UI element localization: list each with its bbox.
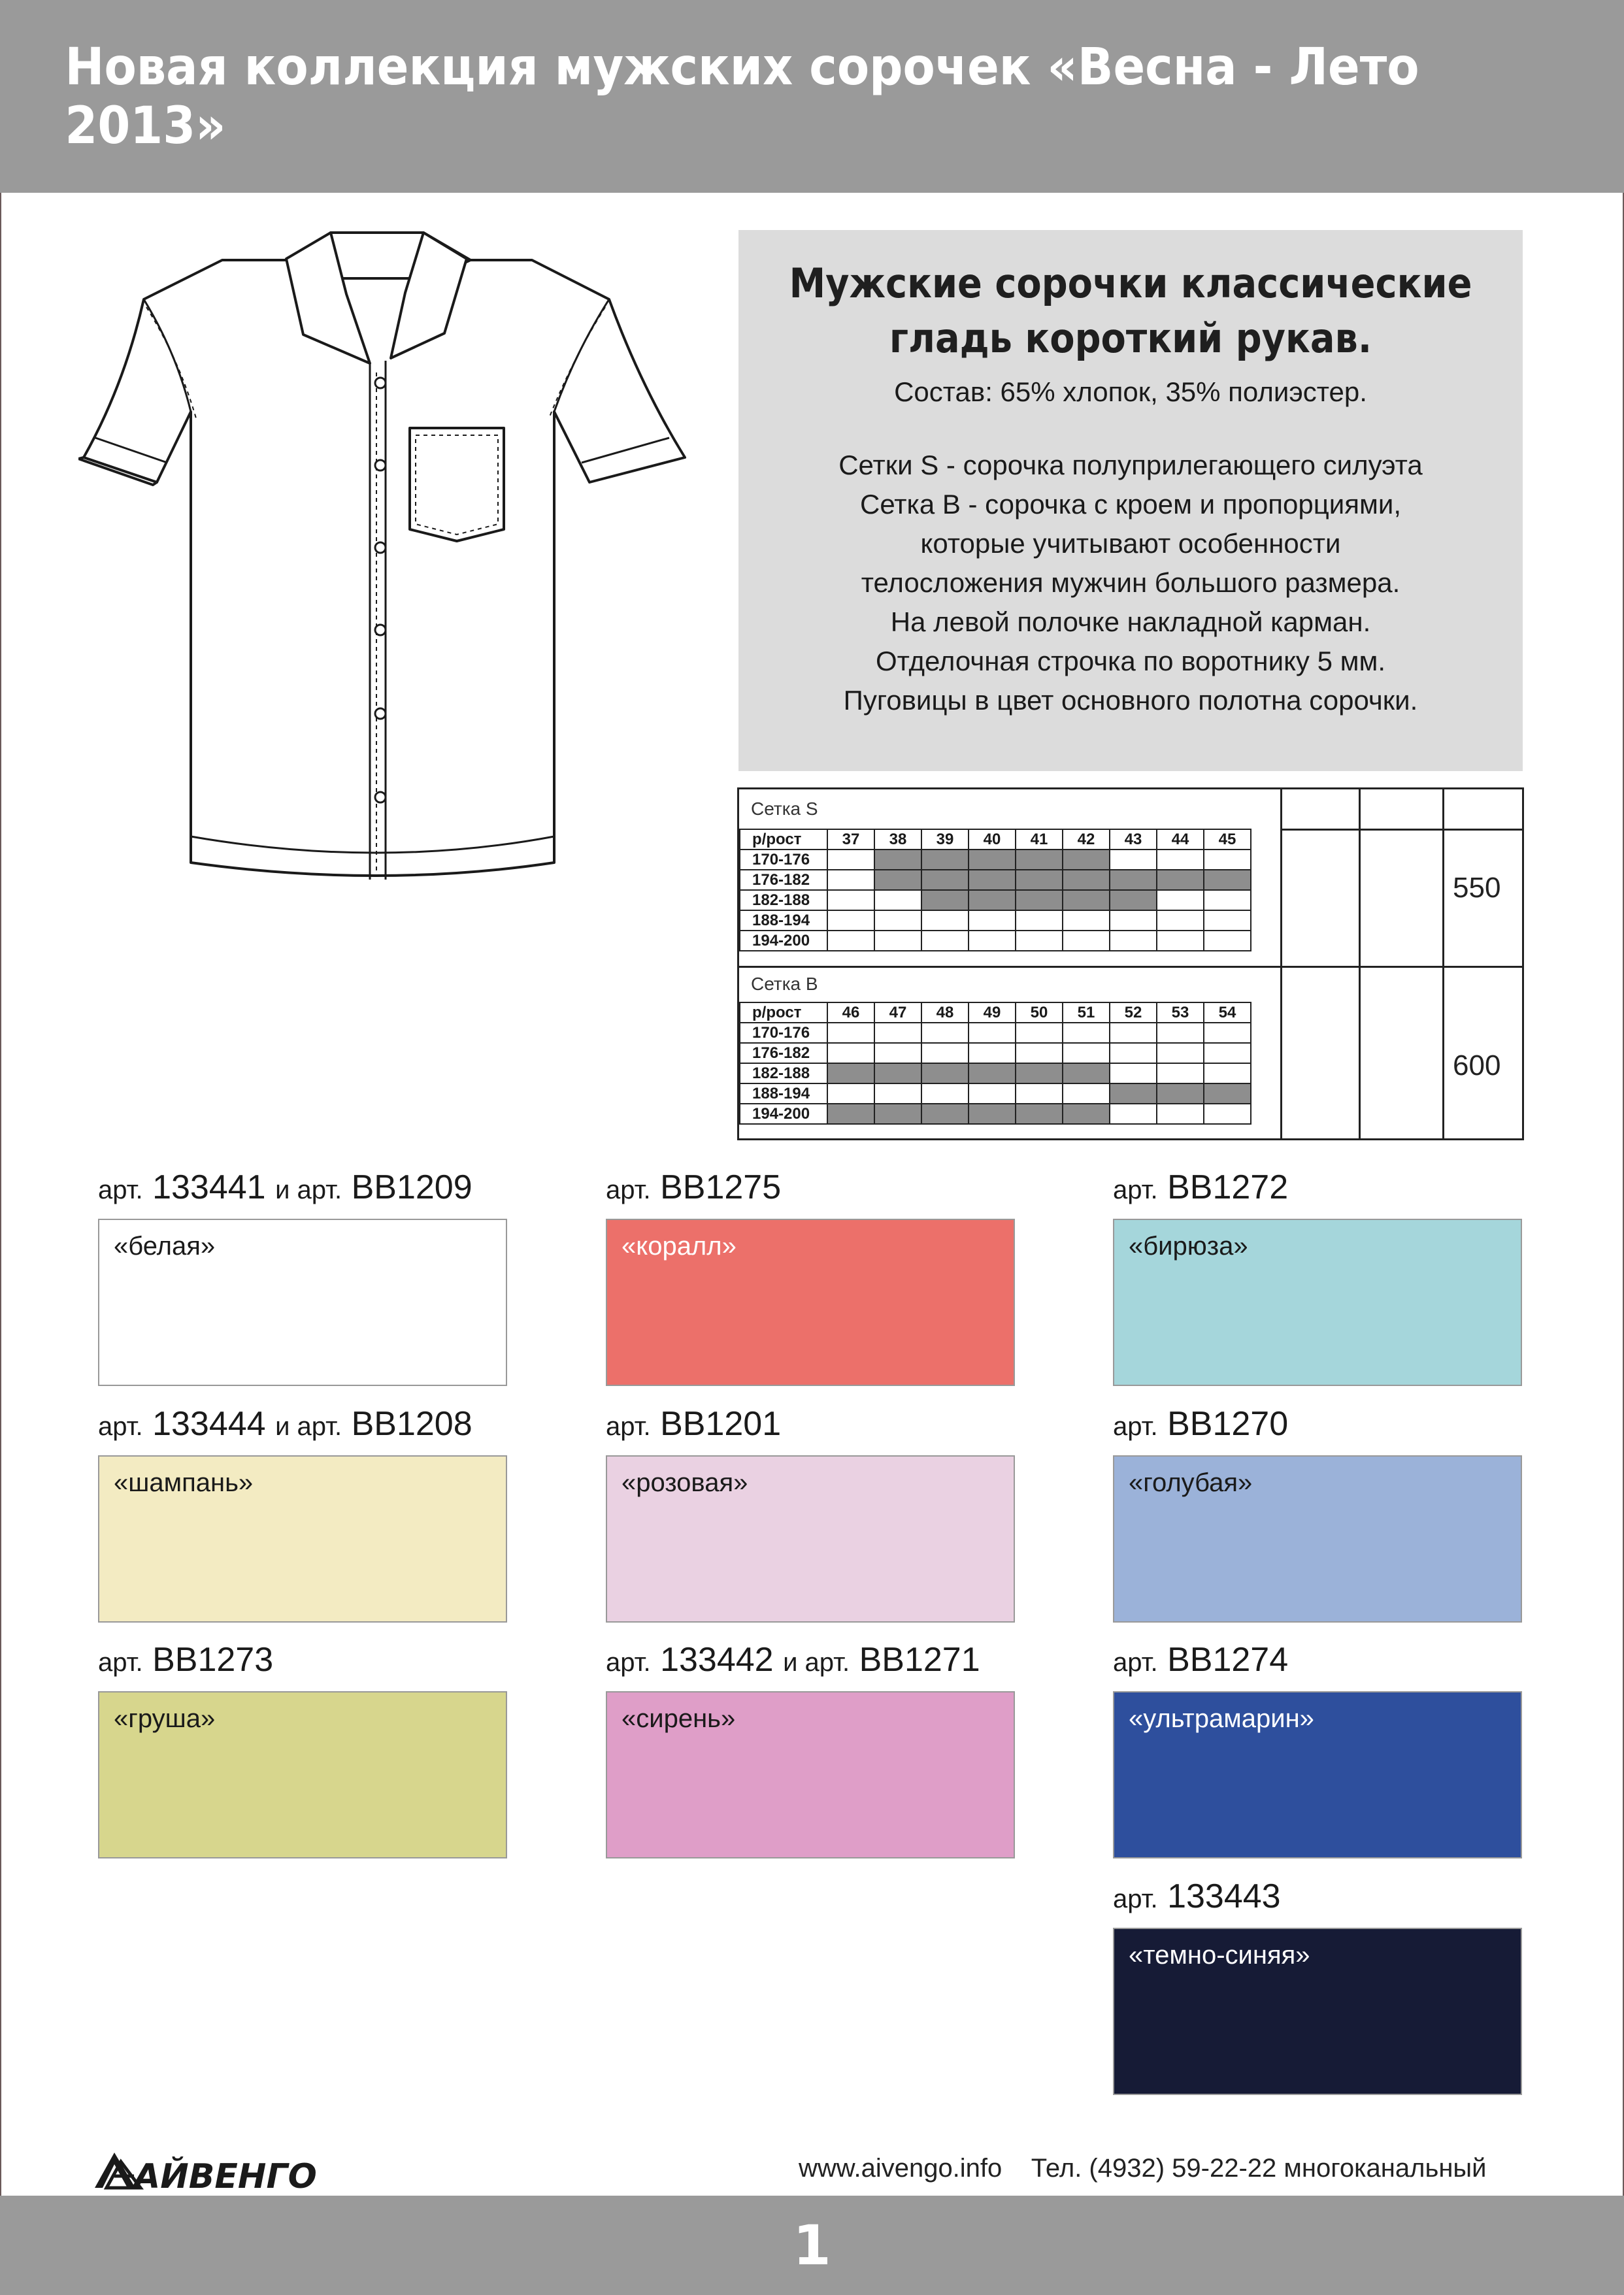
aivengo-logo [95,2150,337,2193]
article-code: 133441 [152,1168,266,1206]
article-label: арт. BB1274 [1113,1641,1289,1679]
empty-cell [1204,1043,1251,1063]
color-name: «белая» [114,1232,216,1261]
empty-cell [1157,890,1204,910]
empty-cell [827,870,874,890]
empty-cell [1204,910,1251,931]
size-row [740,1083,1251,1104]
empty-cell [874,931,921,951]
available-cell [1157,1083,1204,1104]
color-name: «бирюза» [1129,1232,1248,1261]
color-name: «груша» [114,1704,216,1733]
empty-cell [1157,931,1204,951]
height-cell: 194-200 [740,1104,827,1124]
empty-cell [874,1083,921,1104]
color-name: «коралл» [621,1232,737,1261]
empty-cell [921,931,969,951]
color-name: «шампань» [114,1468,254,1497]
article-code: 133444 [152,1405,266,1443]
article-code: 133442 [660,1641,774,1679]
empty-cell [1110,1104,1157,1124]
price-b: 600 [1453,1049,1501,1081]
available-cell [874,850,921,870]
description-line: Сетка B - сорочка с кроем и пропорциями, [859,489,1401,520]
available-cell [827,1104,874,1124]
height-cell: 182-188 [740,1063,827,1083]
height-cell: 176-182 [740,1043,827,1063]
article-code: BB1208 [351,1405,472,1443]
empty-cell [921,1043,969,1063]
page-title: Новая коллекция мужских сорочек «Весна - Лето 2013» [65,37,1419,156]
empty-cell [1110,931,1157,951]
empty-cell [1110,910,1157,931]
article-label: арт. BB1273 [98,1641,274,1679]
size-header-cell: 41 [1016,829,1063,850]
available-cell [921,870,969,890]
size-header-cell: 38 [874,829,921,850]
corner-cell: р/рост [740,1002,827,1023]
empty-cell [1204,850,1251,870]
available-cell [921,1104,969,1124]
article-code: BB1273 [152,1641,274,1679]
empty-cell [1157,910,1204,931]
color-swatch [1113,1928,1522,2095]
color-name: «сирень» [621,1704,736,1733]
color-swatch [606,1691,1015,1858]
height-cell: 170-176 [740,1023,827,1043]
empty-cell [1063,931,1110,951]
empty-cell [1063,1023,1110,1043]
color-swatch [98,1691,507,1858]
description-line: Отделочная строчка по воротнику 5 мм. [875,646,1386,676]
available-cell [1110,890,1157,910]
available-cell [1016,1063,1063,1083]
description-line: телосложения мужчин большого размера. [861,567,1400,598]
description-lines [738,446,1523,720]
available-cell [921,890,969,910]
grid-label-s: Сетка S [751,799,818,819]
available-cell [1110,1083,1157,1104]
available-cell [1063,1063,1110,1083]
size-header-cell: 49 [969,1002,1016,1023]
empty-cell [827,850,874,870]
contact-info: www.aivengo.info Тел. (4932) 59-22-22 многоканальный [799,2154,1487,2183]
article-code: BB1271 [859,1641,980,1679]
size-header-cell: 47 [874,1002,921,1023]
empty-cell [1110,850,1157,870]
article-code: BB1270 [1167,1405,1289,1443]
empty-cell [921,910,969,931]
empty-cell [827,931,874,951]
height-cell: 182-188 [740,890,827,910]
article-label: арт. 133443 [1113,1877,1281,1915]
empty-cell [1204,1063,1251,1083]
empty-cell [827,890,874,910]
available-cell [969,890,1016,910]
available-cell [1063,1104,1110,1124]
available-cell [1016,870,1063,890]
available-cell [874,1063,921,1083]
size-header-cell: 50 [1016,1002,1063,1023]
empty-cell [1016,931,1063,951]
empty-cell [1157,1063,1204,1083]
size-header-cell: 53 [1157,1002,1204,1023]
available-cell [969,870,1016,890]
article-label: арт. BB1275 [606,1168,782,1206]
empty-cell [874,1023,921,1043]
size-grid-b [739,1002,1251,1125]
empty-cell [827,1043,874,1063]
height-cell: 176-182 [740,870,827,890]
color-name: «розовая» [621,1468,748,1497]
size-header-cell: 45 [1204,829,1251,850]
available-cell [1063,850,1110,870]
height-cell: 188-194 [740,1083,827,1104]
svg-text:АЙВЕНГО: АЙВЕНГО [134,2157,317,2193]
size-header-cell: 39 [921,829,969,850]
size-header-cell: 48 [921,1002,969,1023]
empty-cell [1204,890,1251,910]
article-label: арт. BB1270 [1113,1405,1289,1443]
price-s: 550 [1453,872,1501,904]
grid-label-b: Сетка B [751,974,818,994]
available-cell [874,1104,921,1124]
size-row [740,1043,1251,1063]
empty-cell [969,1083,1016,1104]
available-cell [1204,870,1251,890]
empty-cell [1110,1063,1157,1083]
size-header-cell: 44 [1157,829,1204,850]
color-swatch [1113,1691,1522,1858]
shirt-drawing [78,222,706,902]
color-swatch [98,1219,507,1386]
empty-cell [921,1023,969,1043]
size-header-cell: 46 [827,1002,874,1023]
page-footer [0,2196,1624,2295]
empty-cell [1204,931,1251,951]
article-label: арт. BB1272 [1113,1168,1289,1206]
article-label: арт. 133444 и арт. BB1208 [98,1405,472,1443]
color-name: «ультрамарин» [1129,1704,1314,1733]
color-name: «голубая» [1129,1468,1253,1497]
available-cell [827,1063,874,1083]
empty-cell [1204,1023,1251,1043]
size-header-cell: 40 [969,829,1016,850]
article-code: BB1201 [660,1405,782,1443]
article-label: арт. BB1201 [606,1405,782,1443]
size-header-cell: 51 [1063,1002,1110,1023]
size-row [740,910,1251,931]
available-cell [969,1104,1016,1124]
empty-cell [1157,850,1204,870]
page-header [0,0,1624,193]
size-header-cell: 54 [1204,1002,1251,1023]
available-cell [969,1063,1016,1083]
size-row [740,870,1251,890]
empty-cell [1016,910,1063,931]
color-swatch [606,1455,1015,1623]
empty-cell [1063,910,1110,931]
height-cell: 194-200 [740,931,827,951]
composition-text: Состав: 65% хлопок, 35% полиэстер. [894,376,1367,407]
available-cell [969,850,1016,870]
page-number: 1 [793,2213,831,2277]
available-cell [1016,890,1063,910]
article-code: BB1275 [660,1168,782,1206]
color-name: «темно-синяя» [1129,1941,1310,1970]
available-cell [1063,870,1110,890]
empty-cell [969,910,1016,931]
empty-cell [969,931,1016,951]
size-row [740,931,1251,951]
empty-cell [874,1043,921,1063]
available-cell [921,1063,969,1083]
size-row [740,890,1251,910]
description-line: которые учитывают особенности [920,528,1341,559]
color-swatch [1113,1219,1522,1386]
size-header-row [740,1002,1251,1023]
article-code: 133443 [1167,1877,1281,1915]
size-row [740,1104,1251,1124]
size-header-cell: 37 [827,829,874,850]
empty-cell [969,1043,1016,1063]
empty-cell [874,910,921,931]
empty-cell [1016,1083,1063,1104]
color-swatch [98,1455,507,1623]
empty-cell [1157,1043,1204,1063]
available-cell [1204,1083,1251,1104]
description-line: На левой полочке накладной карман. [890,606,1371,637]
size-header-row [740,829,1251,850]
corner-cell: р/рост [740,829,827,850]
empty-cell [1063,1083,1110,1104]
available-cell [921,850,969,870]
empty-cell [827,1023,874,1043]
empty-cell [1016,1043,1063,1063]
article-code: BB1272 [1167,1168,1289,1206]
empty-cell [1063,1043,1110,1063]
height-cell: 170-176 [740,850,827,870]
available-cell [1016,850,1063,870]
size-grid-s [739,829,1251,951]
empty-cell [827,910,874,931]
empty-cell [1110,1023,1157,1043]
available-cell [1016,1104,1063,1124]
article-label: арт. 133442 и арт. BB1271 [606,1641,980,1679]
description-line: Сетки S - сорочка полуприлегающего силуэта [838,450,1423,480]
description-box [738,230,1523,771]
empty-cell [921,1083,969,1104]
article-code: BB1274 [1167,1641,1289,1679]
description-line: Пуговицы в цвет основного полотна сорочки. [843,685,1418,716]
size-row [740,1063,1251,1083]
article-code: BB1209 [351,1168,472,1206]
article-label: арт. 133441 и арт. BB1209 [98,1168,472,1206]
empty-cell [1110,1043,1157,1063]
empty-cell [1204,1104,1251,1124]
size-header-cell: 43 [1110,829,1157,850]
size-header-cell: 42 [1063,829,1110,850]
description-title: Мужские сорочки классические гладь короткий рукав. [789,259,1472,362]
size-header-cell: 52 [1110,1002,1157,1023]
empty-cell [1157,1104,1204,1124]
empty-cell [1016,1023,1063,1043]
color-swatch [1113,1455,1522,1623]
size-row [740,850,1251,870]
empty-cell [1157,1023,1204,1043]
available-cell [1157,870,1204,890]
size-row [740,1023,1251,1043]
available-cell [1110,870,1157,890]
empty-cell [827,1083,874,1104]
empty-cell [969,1023,1016,1043]
empty-cell [874,890,921,910]
color-swatch [606,1219,1015,1386]
available-cell [1063,890,1110,910]
height-cell: 188-194 [740,910,827,931]
size-table [737,787,1524,1140]
available-cell [874,870,921,890]
